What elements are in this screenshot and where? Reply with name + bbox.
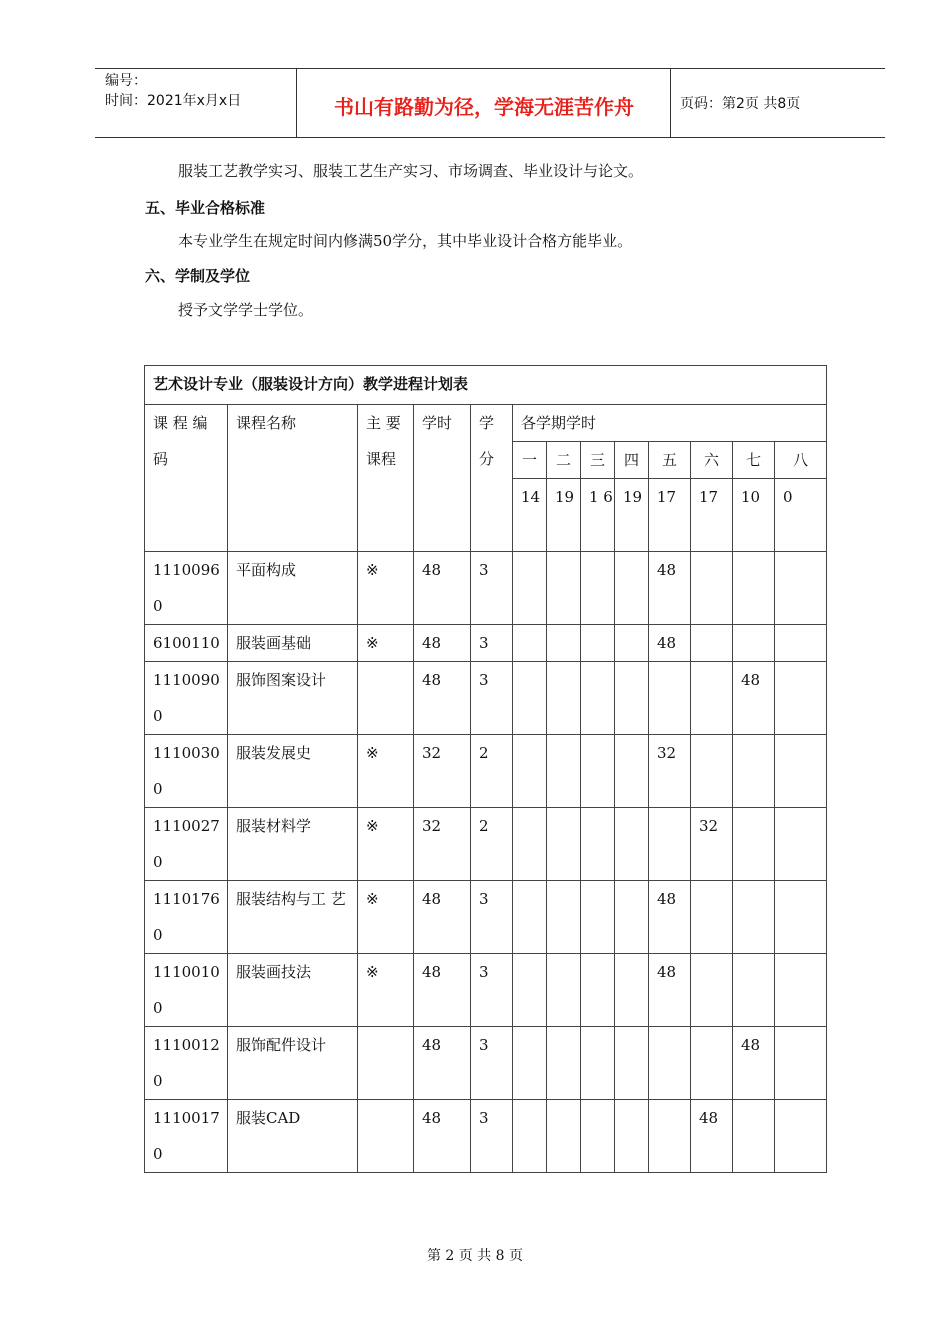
semester-hours-cell	[513, 625, 547, 662]
header-divider	[670, 69, 671, 137]
header-course-name: 课程名称	[228, 405, 358, 552]
weeks-cell: 19	[547, 479, 581, 552]
semester-hours-cell	[733, 1100, 775, 1173]
semester-hours-cell	[733, 552, 775, 625]
course-name-cell: 服饰配件设计	[228, 1027, 358, 1100]
semester-hours-cell	[775, 1027, 827, 1100]
credits-cell: 3	[471, 1100, 513, 1173]
semester-hours-cell	[691, 625, 733, 662]
weeks-cell: 0	[775, 479, 827, 552]
semester-hours-cell	[775, 1100, 827, 1173]
course-name-cell: 服装发展史	[228, 735, 358, 808]
semester-hours-cell	[581, 625, 615, 662]
document-number-label: 编号：	[105, 73, 147, 89]
semester-hours-cell	[547, 881, 581, 954]
semester-hours-cell	[649, 1100, 691, 1173]
semester-hours-cell	[775, 881, 827, 954]
semester-cell: 六	[691, 442, 733, 479]
credits-cell: 3	[471, 625, 513, 662]
semester-hours-cell	[581, 1027, 615, 1100]
semester-hours-cell	[691, 1027, 733, 1100]
credits-cell: 3	[471, 881, 513, 954]
course-name-cell: 服饰图案设计	[228, 662, 358, 735]
section5-text: 本专业学生在规定时间内修满50学分，其中毕业设计合格方能毕业。	[178, 232, 633, 250]
semester-cell: 五	[649, 442, 691, 479]
credits-cell: 3	[471, 1027, 513, 1100]
hours-cell: 48	[414, 881, 471, 954]
header-main-course: 主 要 课程	[358, 405, 414, 552]
table-row	[145, 662, 827, 735]
course-name-cell: 服装材料学	[228, 808, 358, 881]
main-course-mark: ※	[358, 735, 414, 808]
semester-hours-cell	[615, 881, 649, 954]
semester-hours-cell	[615, 1027, 649, 1100]
course-name-cell: 服装画技法	[228, 954, 358, 1027]
semester-hours-cell	[691, 662, 733, 735]
main-course-mark: ※	[358, 552, 414, 625]
semester-hours-cell: 48	[733, 662, 775, 735]
table-row	[145, 1027, 827, 1100]
main-course-mark	[358, 1100, 414, 1173]
page-header	[95, 68, 885, 138]
semester-hours-cell	[547, 662, 581, 735]
table-title: 艺术设计专业（服装设计方向）教学进程计划表	[145, 366, 827, 405]
table-row	[145, 881, 827, 954]
semester-hours-cell: 48	[691, 1100, 733, 1173]
course-code-cell: 6100110	[145, 625, 228, 662]
semester-hours-cell: 48	[649, 954, 691, 1027]
semester-hours-cell	[733, 735, 775, 808]
weeks-cell: 14	[513, 479, 547, 552]
semester-hours-cell	[513, 1027, 547, 1100]
semester-hours-cell	[513, 662, 547, 735]
section6-text: 授予文学学士学位。	[178, 301, 314, 319]
semester-hours-cell	[775, 808, 827, 881]
semester-hours-cell	[691, 881, 733, 954]
semester-hours-cell	[775, 954, 827, 1027]
semester-hours-cell	[615, 552, 649, 625]
semester-hours-cell	[581, 662, 615, 735]
table-row	[145, 954, 827, 1027]
intro-line: 服装工艺教学实习、服装工艺生产实习、市场调查、毕业设计与论文。	[178, 162, 644, 180]
semester-hours-cell	[615, 954, 649, 1027]
semester-hours-cell	[615, 625, 649, 662]
table-row	[145, 625, 827, 662]
weeks-cell: 10	[733, 479, 775, 552]
semester-hours-cell	[649, 662, 691, 735]
table-title-row	[145, 366, 827, 405]
semester-hours-cell: 32	[649, 735, 691, 808]
semester-hours-cell	[775, 735, 827, 808]
semester-cell: 二	[547, 442, 581, 479]
course-name-cell: 平面构成	[228, 552, 358, 625]
semester-hours-cell	[547, 954, 581, 1027]
header-page-number: 页码：第2页 共8页	[680, 96, 801, 112]
semester-hours-cell: 48	[649, 552, 691, 625]
weeks-cell: 19	[615, 479, 649, 552]
semester-hours-cell	[581, 808, 615, 881]
semester-hours-cell	[733, 954, 775, 1027]
weeks-cell: 1 6	[581, 479, 615, 552]
semester-hours-cell: 32	[691, 808, 733, 881]
course-code-cell: 1110030 0	[145, 735, 228, 808]
teaching-plan-table	[144, 365, 827, 1173]
hours-cell: 32	[414, 808, 471, 881]
credits-cell: 2	[471, 808, 513, 881]
semester-hours-cell	[581, 735, 615, 808]
semester-hours-cell	[775, 552, 827, 625]
semester-hours-cell	[691, 552, 733, 625]
semester-hours-cell	[547, 625, 581, 662]
semester-hours-cell	[615, 808, 649, 881]
table-row	[145, 552, 827, 625]
semester-hours-cell: 48	[649, 881, 691, 954]
semester-cell: 八	[775, 442, 827, 479]
semester-hours-cell	[547, 1100, 581, 1173]
main-course-mark: ※	[358, 881, 414, 954]
main-course-mark	[358, 1027, 414, 1100]
semester-cell: 七	[733, 442, 775, 479]
semester-hours-cell	[733, 881, 775, 954]
course-code-cell: 1110176 0	[145, 881, 228, 954]
hours-cell: 48	[414, 954, 471, 1027]
course-code-cell: 1110012 0	[145, 1027, 228, 1100]
credits-cell: 3	[471, 552, 513, 625]
semester-hours-cell	[615, 662, 649, 735]
section5-heading: 五、毕业合格标准	[145, 199, 266, 217]
semester-hours-cell	[513, 552, 547, 625]
hours-cell: 48	[414, 1100, 471, 1173]
semester-hours-cell	[733, 808, 775, 881]
hours-cell: 48	[414, 552, 471, 625]
semester-hours-cell	[581, 881, 615, 954]
header-meta	[105, 71, 241, 111]
hours-cell: 32	[414, 735, 471, 808]
header-hours: 学时	[414, 405, 471, 552]
main-course-mark: ※	[358, 954, 414, 1027]
header-course-code: 课 程 编 码	[145, 405, 228, 552]
course-code-cell: 1110027 0	[145, 808, 228, 881]
course-rows	[145, 552, 827, 1173]
semester-hours-cell	[513, 881, 547, 954]
semester-hours-cell: 48	[733, 1027, 775, 1100]
semester-hours-cell	[691, 954, 733, 1027]
semester-cell: 一	[513, 442, 547, 479]
semester-hours-cell	[547, 808, 581, 881]
hours-cell: 48	[414, 625, 471, 662]
semester-hours-cell	[691, 735, 733, 808]
semester-hours-cell	[775, 625, 827, 662]
table-row	[145, 1100, 827, 1173]
semester-hours-cell	[513, 808, 547, 881]
semester-cell: 四	[615, 442, 649, 479]
table-row	[145, 808, 827, 881]
semester-hours-cell	[775, 662, 827, 735]
semester-hours-cell	[547, 552, 581, 625]
semester-hours-cell	[649, 1027, 691, 1100]
semester-hours-cell	[615, 1100, 649, 1173]
course-code-cell: 1110096 0	[145, 552, 228, 625]
course-code-cell: 1110010 0	[145, 954, 228, 1027]
main-course-mark	[358, 662, 414, 735]
semester-hours-cell	[513, 735, 547, 808]
main-course-mark: ※	[358, 808, 414, 881]
table-header-row	[145, 405, 827, 442]
semester-hours-cell	[581, 954, 615, 1027]
semester-hours-cell	[547, 1027, 581, 1100]
course-name-cell: 服装CAD	[228, 1100, 358, 1173]
course-code-cell: 1110090 0	[145, 662, 228, 735]
credits-cell: 3	[471, 662, 513, 735]
semester-hours-cell	[581, 1100, 615, 1173]
header-semester-hours: 各学期学时	[513, 405, 827, 442]
semester-hours-cell: 48	[649, 625, 691, 662]
header-motto: 书山有路勤为径，学海无涯苦作舟	[334, 95, 634, 119]
semester-hours-cell	[615, 735, 649, 808]
semester-hours-cell	[513, 1100, 547, 1173]
hours-cell: 48	[414, 662, 471, 735]
semester-hours-cell	[733, 625, 775, 662]
semester-hours-cell	[513, 954, 547, 1027]
credits-cell: 3	[471, 954, 513, 1027]
course-name-cell: 服装画基础	[228, 625, 358, 662]
semester-hours-cell	[547, 735, 581, 808]
weeks-cell: 17	[649, 479, 691, 552]
header-credits: 学 分	[471, 405, 513, 552]
page-footer: 第 2 页 共 8 页	[426, 1248, 524, 1264]
semester-cell: 三	[581, 442, 615, 479]
document-time-label: 时间：2021年x月x日	[105, 93, 242, 109]
credits-cell: 2	[471, 735, 513, 808]
semester-hours-cell	[581, 552, 615, 625]
table-row	[145, 735, 827, 808]
course-code-cell: 1110017 0	[145, 1100, 228, 1173]
hours-cell: 48	[414, 1027, 471, 1100]
weeks-cell: 17	[691, 479, 733, 552]
section6-heading: 六、学制及学位	[145, 267, 251, 285]
course-name-cell: 服装结构与工 艺	[228, 881, 358, 954]
main-course-mark: ※	[358, 625, 414, 662]
semester-hours-cell	[649, 808, 691, 881]
